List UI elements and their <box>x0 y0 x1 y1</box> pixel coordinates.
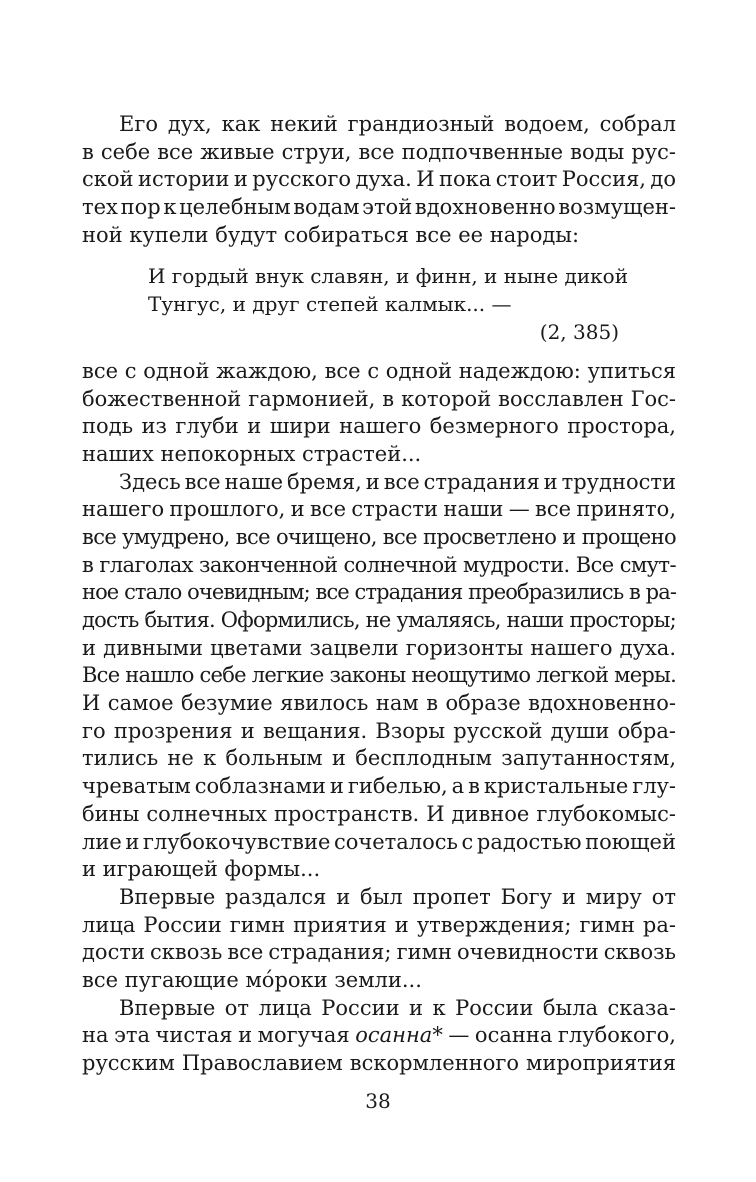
text-line: Впервые от лица России и к России была сказа- <box>119 995 676 1020</box>
text-line: тех пор к целебным водам этой вдохновенно возмущен- <box>82 195 676 220</box>
text-line: Его дух, как некий грандиозный водоем, собрал <box>119 112 676 136</box>
paragraph-4 <box>82 884 676 995</box>
text-line: ской истории и русского духа. И пока стоит Россия, до <box>82 167 676 192</box>
text-line: все с одной жаждою, все с одной надеждою: упиться <box>82 358 676 383</box>
text-line: тились не к больным и бесплодным запутанностям, <box>82 746 676 771</box>
text-line <box>82 1022 676 1050</box>
text-line: дость бытия. Оформились, не умаляясь, наши просторы; <box>82 608 676 632</box>
paragraph-3 <box>82 469 676 884</box>
citation-reference: (2, 385) <box>539 319 619 344</box>
text-line: все пугающие мо́роки земли... <box>82 967 422 992</box>
text-line: го прозрения и вещания. Взоры русской души обра- <box>82 718 676 743</box>
page-body <box>82 111 676 1078</box>
text-line: наших непокорных страстей... <box>82 441 422 466</box>
text-line: чреватым соблазнами и гибелью, а в кристальные глу- <box>82 774 676 799</box>
text-line: нашего прошлого, и все страсти наши — все принято, <box>82 497 676 522</box>
poem-line: Тунгус, и друг степей калмык... — <box>148 292 512 317</box>
page-number: 38 <box>365 1089 391 1113</box>
italic-term: осанна* <box>355 1023 443 1048</box>
paragraph-1 <box>82 111 676 249</box>
text-line: и играющей формы... <box>82 857 321 882</box>
text-line: подь из глуби и шири нашего безмерного простора, <box>82 414 676 439</box>
paragraph-5 <box>82 995 676 1078</box>
poem-line: И гордый внук славян, и финн, и ныне дикой <box>148 264 629 289</box>
text-line: все умудрено, все очищено, все просветлено и прощено <box>82 524 676 549</box>
text-line: И самое безумие явилось нам в образе вдохновенно- <box>82 691 676 716</box>
text-line: в глаголах законченной солнечной мудрости. Все смут- <box>82 552 676 577</box>
paragraph-2 <box>82 358 676 469</box>
poem-quote <box>82 263 676 347</box>
text-line: Здесь все наше бремя, и все страдания и трудности <box>119 469 676 494</box>
text-segment: на эта чистая и могучая <box>82 1023 356 1048</box>
text-line: в себе все живые струи, все подпочвенные воды рус- <box>82 139 676 164</box>
text-line: лица России гимн приятия и утверждения; гимн ра- <box>82 912 676 937</box>
text-line: божественной гармонией, в которой восславлен Гос- <box>82 386 676 411</box>
text-line: русским Православием вскормленного мироприятия <box>82 1051 676 1075</box>
text-line: лие и глубокочувствие сочеталось с радостью поющей <box>82 829 676 854</box>
text-line: бины солнечных пространств. И дивное глубокомыс- <box>82 801 676 826</box>
text-segment: — осанна глубокого, <box>442 1023 676 1048</box>
text-line: дости сквозь все страдания; гимн очевидности сквозь <box>82 940 676 965</box>
text-line: Впервые раздался и был пропет Богу и миру от <box>119 884 676 909</box>
text-line: и дивными цветами зацвели горизонты нашего духа. <box>82 635 676 660</box>
text-line: ное стало очевидным; все страдания преобразились в ра- <box>82 580 676 605</box>
text-line: ной купели будут собираться все ее народы: <box>82 222 580 247</box>
text-line: Все нашло себе легкие законы неощутимо легкой меры. <box>82 663 676 688</box>
